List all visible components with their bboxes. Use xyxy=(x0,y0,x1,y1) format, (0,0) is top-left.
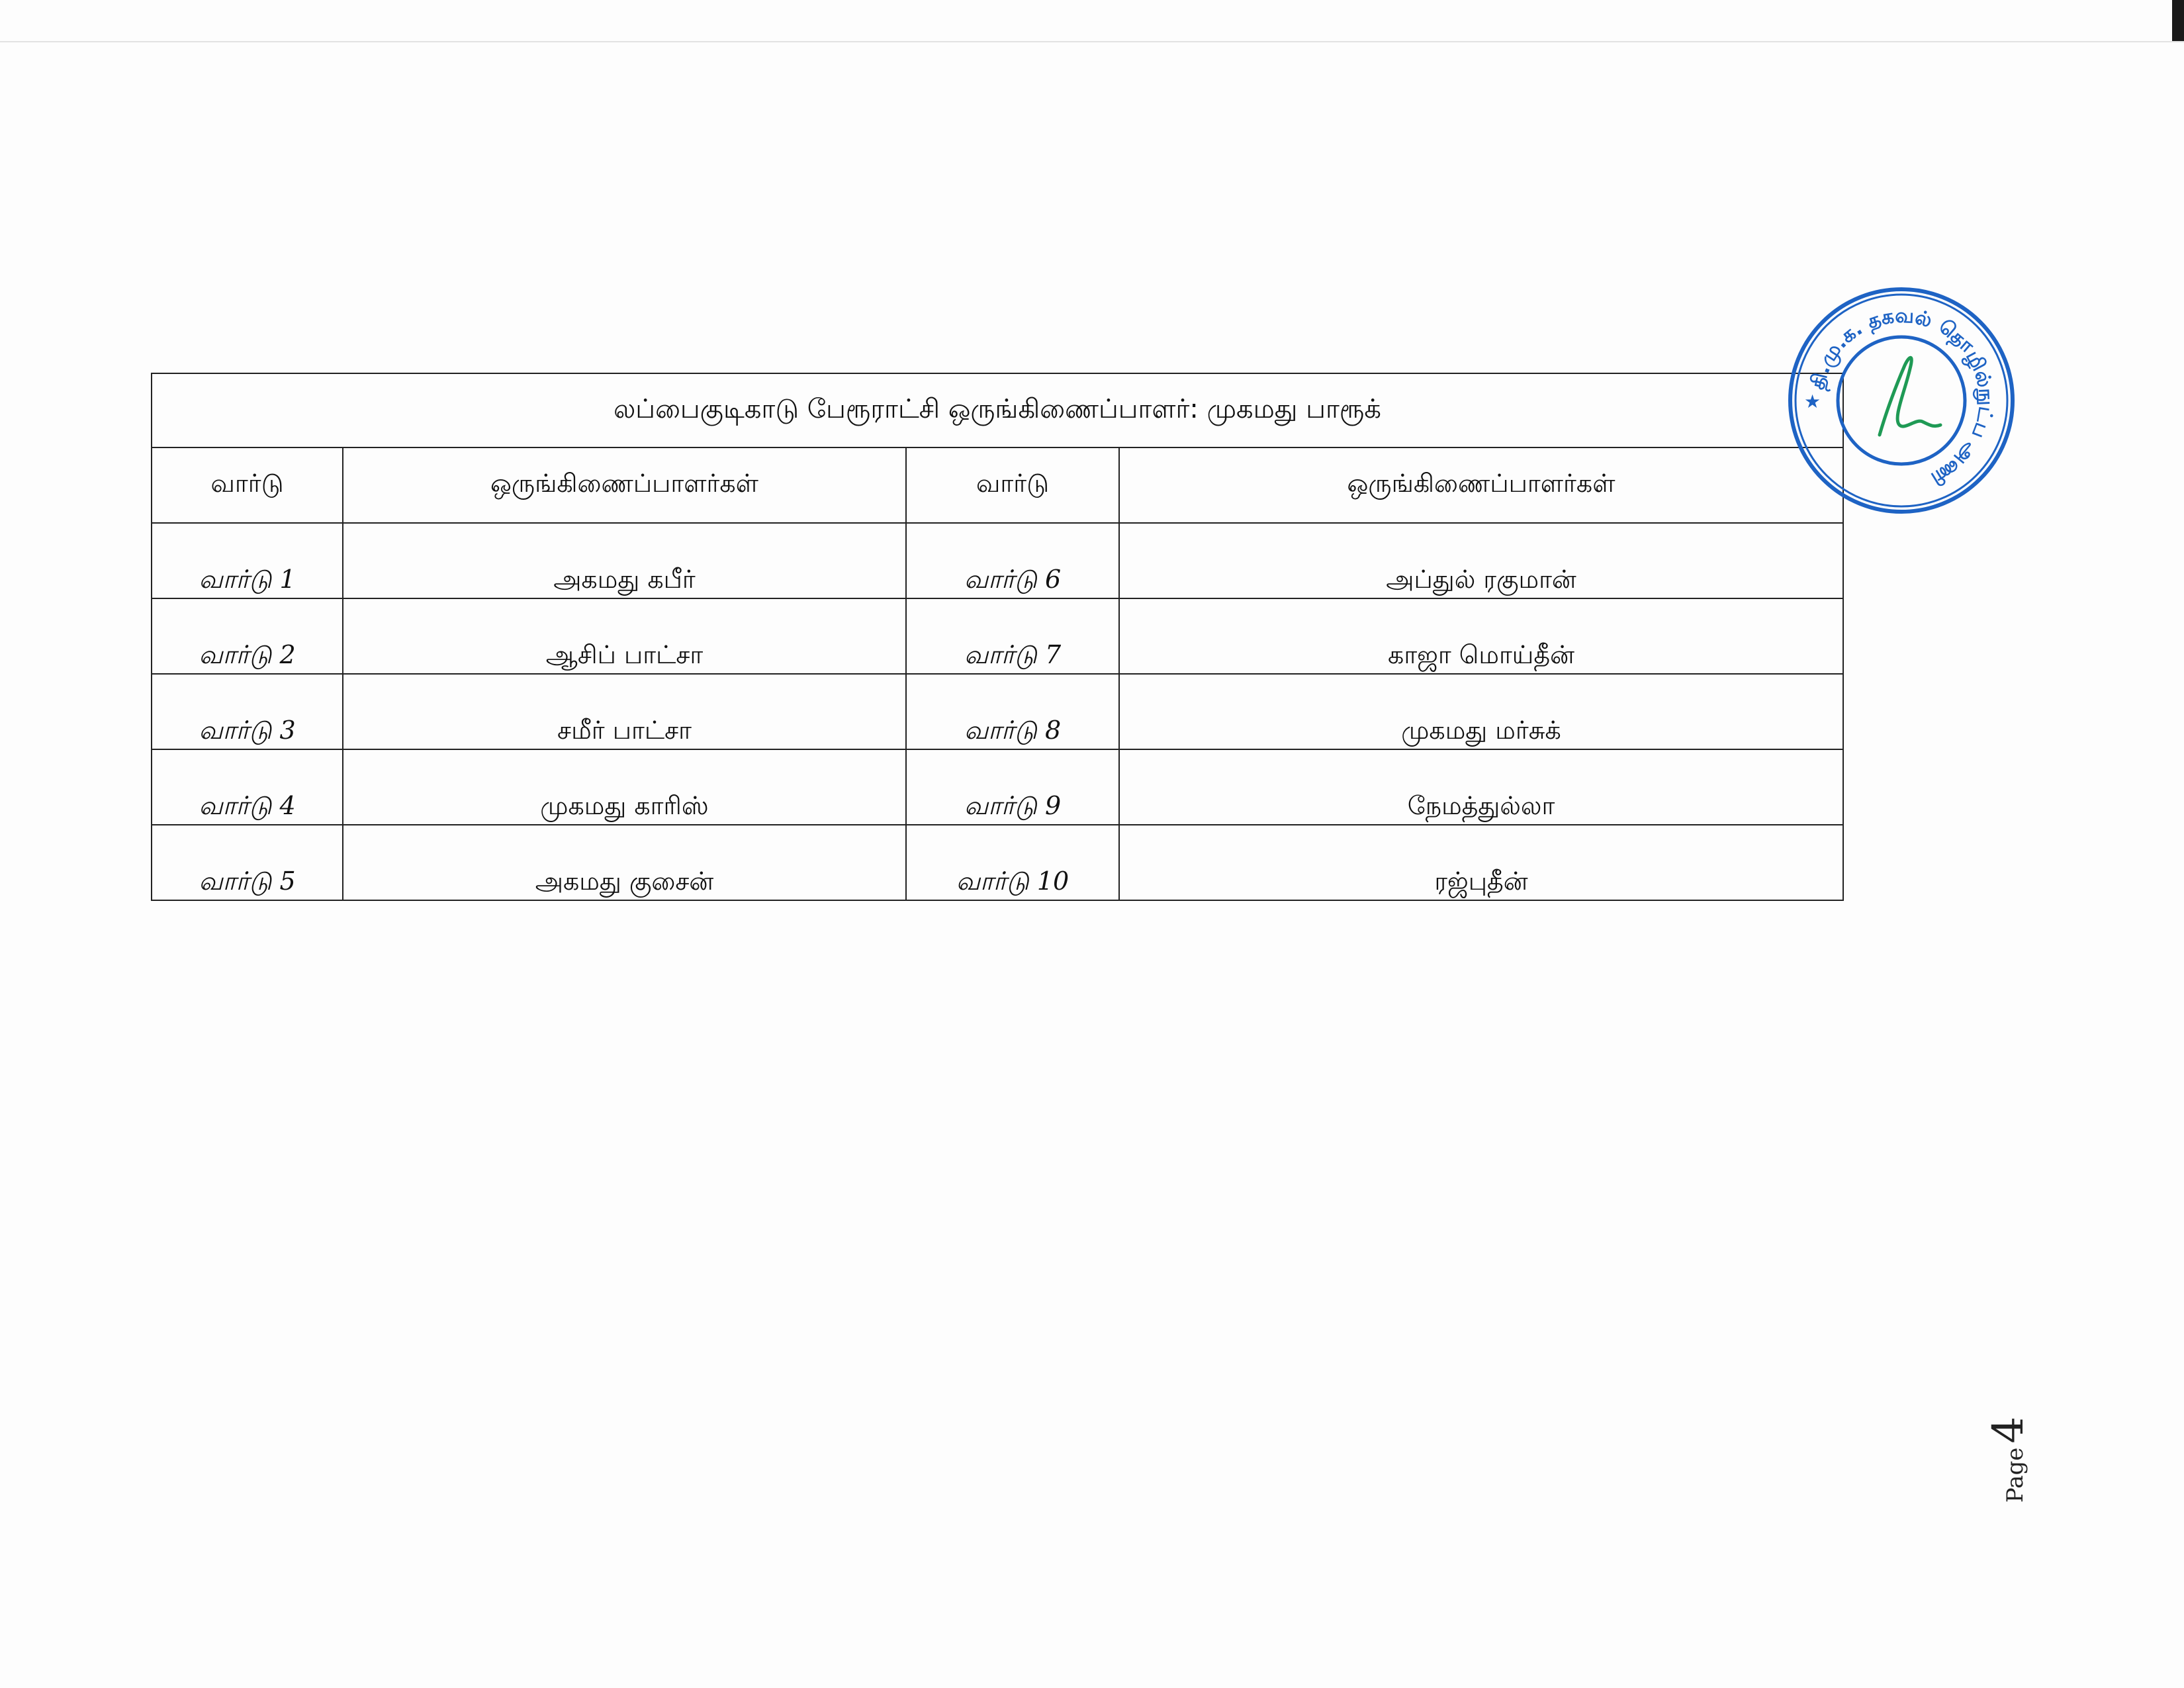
table-row xyxy=(152,825,1843,900)
header-ward-right: வார்டு xyxy=(906,447,1119,523)
page-label: Page xyxy=(2002,1447,2028,1503)
coordinator-cell: காஜா மொய்தீன் xyxy=(1119,598,1843,674)
coordinator-cell: முகமது மர்சுக் xyxy=(1119,674,1843,749)
ward-cell: வார்டு 4 xyxy=(152,749,343,825)
ward-cell: வார்டு 6 xyxy=(906,523,1119,598)
coordinator-cell: நேமத்துல்லா xyxy=(1119,749,1843,825)
table-row xyxy=(152,598,1843,674)
header-coordinators-right: ஒருங்கிணைப்பாளர்கள் xyxy=(1119,447,1843,523)
stamp-ring-text: தி.மு.க. தகவல் தொழில்நுட்ப அணி xyxy=(1806,304,1998,491)
ward-cell: வார்டு 2 xyxy=(152,598,343,674)
official-seal-icon xyxy=(1787,286,2016,515)
table-row xyxy=(152,674,1843,749)
page-number: 4 xyxy=(1984,1416,2033,1444)
table-header-row xyxy=(152,447,1843,523)
ward-cell: வார்டு 1 xyxy=(152,523,343,598)
page-top-edge xyxy=(0,0,2184,42)
header-coordinators-left: ஒருங்கிணைப்பாளர்கள் xyxy=(343,447,906,523)
ward-cell: வார்டு 8 xyxy=(906,674,1119,749)
table-title-row xyxy=(152,373,1843,447)
stamp-star-icon: ★ xyxy=(1804,391,1821,412)
coordinator-cell: அகமது குசைன் xyxy=(343,825,906,900)
coordinator-cell: அப்துல் ரகுமான் xyxy=(1119,523,1843,598)
table-row xyxy=(152,523,1843,598)
ward-coordinators-table xyxy=(151,373,1844,901)
table-title: லப்பைகுடிகாடு பேரூராட்சி ஒருங்கிணைப்பாளர்: முகமது பாரூக் xyxy=(152,373,1843,447)
table-row xyxy=(152,749,1843,825)
ward-cell: வார்டு 5 xyxy=(152,825,343,900)
scan-corner-mark xyxy=(2172,0,2184,41)
header-ward-left: வார்டு xyxy=(152,447,343,523)
coordinator-cell: ரஜ்புதீன் xyxy=(1119,825,1843,900)
signature-icon xyxy=(1880,357,1940,435)
coordinator-cell: ஆசிப் பாட்சா xyxy=(343,598,906,674)
ward-cell: வார்டு 10 xyxy=(906,825,1119,900)
coordinator-cell: சமீர் பாட்சா xyxy=(343,674,906,749)
page-number-footer xyxy=(1982,1410,2035,1509)
coordinator-cell: அகமது கபீர் xyxy=(343,523,906,598)
ward-cell: வார்டு 3 xyxy=(152,674,343,749)
coordinator-cell: முகமது காரிஸ் xyxy=(343,749,906,825)
ward-cell: வார்டு 7 xyxy=(906,598,1119,674)
ward-cell: வார்டு 9 xyxy=(906,749,1119,825)
